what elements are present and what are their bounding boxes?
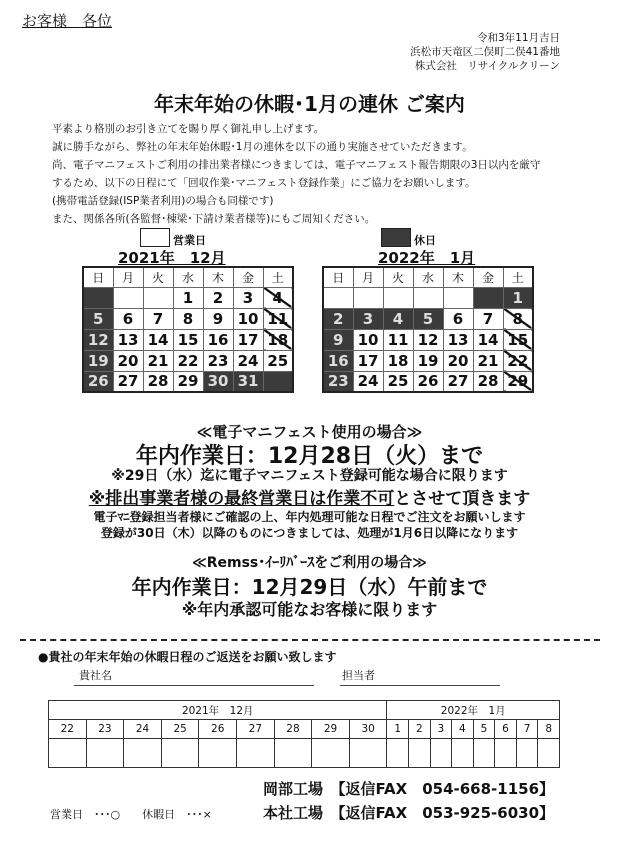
calendar-day: 28 [143,371,173,392]
paragraph-line: するため、以下の日程にて「回収作業･マニフェスト登録作業」にご協力をお願いします。 [52,177,476,189]
fax-okabe: 岡部工場 【返信FAX 054-668-1156】 [263,780,555,798]
calendar-day: 26 [413,371,443,392]
reply-mark-cell[interactable] [49,739,87,768]
calendar-day: 1 [173,287,203,308]
calendar-day-holiday: 5 [83,308,113,329]
calendar-day: 15 [173,329,203,350]
calendar-day-holiday: 16 [323,350,353,371]
calendar-day-holiday: 4 [383,308,413,329]
calendar-january [322,266,534,393]
reply-day: 26 [199,720,237,739]
reply-day: 6 [495,720,517,739]
weekday-header: 土 [503,267,533,287]
remss-note: ※年内承認可能なお客様に限ります [181,600,438,619]
reply-mark-cell[interactable] [430,739,452,768]
holiday-label: 休日 [414,234,436,247]
calendar-day-struck: 29 [503,371,533,392]
paragraph-line: (携帯電話登録(ISP業者利用)の場合も同様です) [52,195,274,207]
business-day-swatch [140,228,170,247]
electronic-note-4: 登録が30日（木）以降のものにつきましては、処理が1月6日以降になります [100,526,519,540]
calendar-day: 6 [113,308,143,329]
electronic-note-2-rest: とさせて頂きます [394,489,531,509]
calendar-day: 24 [233,350,263,371]
reply-day: 24 [124,720,162,739]
reply-day: 5 [473,720,495,739]
calendar-day: 25 [383,371,413,392]
calendar-day: 14 [473,329,503,350]
calendar-day: 24 [353,371,383,392]
calendar-day [443,287,473,308]
reply-day: 8 [538,720,560,739]
calendar-day: 18 [383,350,413,371]
weekday-header: 月 [353,267,383,287]
electronic-note-2 [0,484,619,509]
calendar-day: 7 [473,308,503,329]
calendar-day: 27 [443,371,473,392]
paragraph-line: また、関係各所(各監督･棟梁･下請け業者様等)にもご周知ください。 [52,213,376,225]
calendar-day-struck: 22 [503,350,533,371]
calendar-day: 9 [203,308,233,329]
calendar-day: 11 [383,329,413,350]
weekday-header: 金 [473,267,503,287]
reply-day: 29 [312,720,350,739]
calendar-day [113,287,143,308]
calendar-day: 2 [203,287,233,308]
reply-mark-cell[interactable] [516,739,538,768]
calendar-day [323,287,353,308]
calendar-day: 3 [233,287,263,308]
weekday-header: 火 [143,267,173,287]
weekday-header: 水 [413,267,443,287]
calendar-day-struck: 18 [263,329,293,350]
reply-day: 2 [409,720,431,739]
calendar-december [82,266,294,393]
calendar-day: 17 [233,329,263,350]
calendar-day-holiday: 30 [203,371,233,392]
calendar-day-holiday: 31 [233,371,263,392]
electronic-note-1: ※29日（水）迄に電子マニフェスト登録可能な場合に限ります [111,468,508,484]
calendar-day-holiday: 12 [83,329,113,350]
calendar-title-jan: 2022年 1月 [378,249,476,267]
calendar-day-holiday [83,287,113,308]
reply-month-jan: 2022年 1月 [387,701,560,720]
addressee: お客様 各位 [22,12,113,30]
page-title: 年末年始の休暇･1月の連休 ご案内 [154,92,465,116]
calendar-day-holiday: 26 [83,371,113,392]
reply-mark-cell[interactable] [199,739,237,768]
reply-day: 4 [452,720,474,739]
company-name: 株式会社 リサイクルクリーン [414,60,560,72]
business-day-label: 営業日 [173,234,206,247]
calendar-day: 21 [143,350,173,371]
calendar-day: 28 [473,371,503,392]
reply-schedule-table [48,700,560,768]
calendar-day [353,287,383,308]
calendar-day: 21 [473,350,503,371]
reply-day: 7 [516,720,538,739]
calendar-day-holiday [473,287,503,308]
reply-day: 1 [387,720,409,739]
calendar-day: 20 [443,350,473,371]
calendar-day: 6 [443,308,473,329]
weekday-header: 火 [383,267,413,287]
calendar-day-struck: 4 [263,287,293,308]
weekday-header: 土 [263,267,293,287]
issue-date: 令和3年11月吉日 [476,32,560,44]
person-in-charge-field[interactable] [340,667,500,686]
fax-head-office: 本社工場 【返信FAX 053-925-6030】 [263,804,555,822]
holiday-swatch [381,228,411,247]
electronic-deadline: 年内作業日：12月28日（火）まで [135,444,484,469]
electronic-heading: ≪電子マニフェスト使用の場合≫ [196,423,423,441]
calendar-day [383,287,413,308]
calendar-title-dec: 2021年 12月 [118,249,226,267]
calendar-day: 13 [443,329,473,350]
weekday-header: 金 [233,267,263,287]
calendar-day: 10 [353,329,383,350]
calendar-day [413,287,443,308]
reply-day: 22 [49,720,87,739]
reply-mark-cell[interactable] [161,739,199,768]
person-in-charge-label: 担当者 [342,669,375,682]
calendar-day-struck: 11 [263,308,293,329]
calendar-day-struck: 8 [503,308,533,329]
calendar-day: 22 [173,350,203,371]
reply-mark-cell[interactable] [387,739,409,768]
paragraph-line: 尚、電子マニフェストご利用の排出業者様につきましては、電子マニフェスト報告期限の3日以内を厳守 [52,159,541,171]
calendar-day-struck: 15 [503,329,533,350]
calendar-day: 10 [233,308,263,329]
mark-legend: 営業日 ･･･○ 休暇日 ･･･× [50,808,212,821]
reply-day: 30 [349,720,387,739]
electronic-note-2-emphasis: ※排出事業者様の最終営業日は作業不可 [88,489,395,509]
reply-mark-cell[interactable] [452,739,474,768]
calendar-day: 13 [113,329,143,350]
reply-day: 25 [161,720,199,739]
company-name-field[interactable] [74,667,314,686]
remss-heading: ≪Remss･ｲｰﾘﾊﾞｰｽをご利用の場合≫ [192,555,427,571]
weekday-header: 水 [173,267,203,287]
calendar-day: 17 [353,350,383,371]
calendar-day: 20 [113,350,143,371]
calendar-day-holiday: 5 [413,308,443,329]
reply-mark-cell[interactable] [237,739,275,768]
reply-mark-cell[interactable] [473,739,495,768]
weekday-header: 月 [113,267,143,287]
reply-mark-cell[interactable] [124,739,162,768]
calendar-day: 23 [203,350,233,371]
calendar-day: 14 [143,329,173,350]
weekday-header: 日 [83,267,113,287]
paragraph-line: 誠に勝手ながら、弊社の年末年始休暇･1月の連休を以下の通り実施させていただきます。 [52,141,473,153]
weekday-header: 日 [323,267,353,287]
calendar-day [143,287,173,308]
calendar-day: 19 [413,350,443,371]
calendar-day-holiday: 19 [83,350,113,371]
calendar-day-holiday: 9 [323,329,353,350]
reply-day: 23 [86,720,124,739]
reply-mark-cell[interactable] [86,739,124,768]
reply-heading: ●貴社の年末年始の休暇日程のご返送をお願い致します [38,650,337,664]
reply-day: 3 [430,720,452,739]
company-name-label: 貴社名 [79,669,112,682]
calendar-day: 12 [413,329,443,350]
calendar-day-holiday: 1 [503,287,533,308]
reply-mark-cell[interactable] [538,739,560,768]
cut-line [20,639,600,641]
paragraph-line: 平素より格別のお引き立てを賜り厚く御礼申し上げます。 [52,123,325,135]
electronic-note-3: 電子ﾏﾆ登録担当者様にご確認の上、年内処理可能な日程でご注文をお願いします [93,510,526,524]
calendar-day: 25 [263,350,293,371]
reply-month-dec: 2021年 12月 [49,701,387,720]
reply-day: 28 [274,720,312,739]
reply-mark-cell[interactable] [312,739,350,768]
calendar-day: 29 [173,371,203,392]
company-address: 浜松市天竜区二俣町二俣41番地 [410,46,560,58]
calendar-day-holiday [263,371,293,392]
calendar-day: 7 [143,308,173,329]
calendar-day-holiday: 2 [323,308,353,329]
weekday-header: 木 [443,267,473,287]
calendar-day-holiday: 3 [353,308,383,329]
remss-deadline: 年内作業日：12月29日（水）午前まで [131,575,488,599]
calendar-day: 8 [173,308,203,329]
reply-mark-cell[interactable] [495,739,517,768]
calendar-day-holiday: 23 [323,371,353,392]
reply-mark-cell[interactable] [274,739,312,768]
weekday-header: 木 [203,267,233,287]
reply-mark-cell[interactable] [409,739,431,768]
calendar-day: 27 [113,371,143,392]
reply-mark-cell[interactable] [349,739,387,768]
reply-day: 27 [237,720,275,739]
calendar-day: 16 [203,329,233,350]
